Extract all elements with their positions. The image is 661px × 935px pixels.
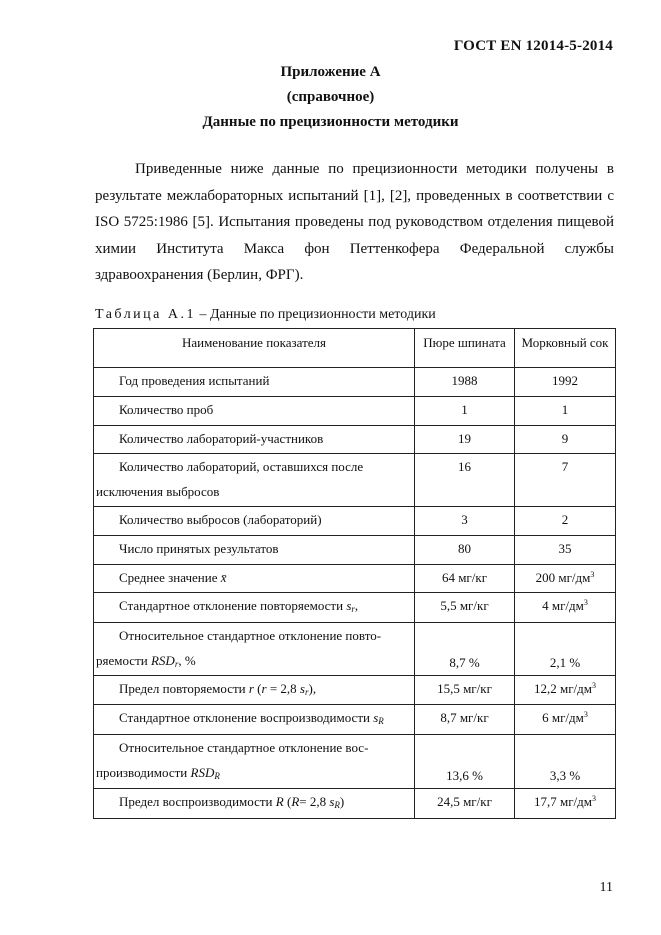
page-number: 11 [599, 880, 613, 895]
row-value-carrot: 35 [515, 536, 616, 565]
table-row [94, 397, 616, 426]
row-name: Относительное стандартное отклонение вос- производимости $RSD_R$ [94, 735, 415, 789]
row-value-carrot: 6 $мг/дм^3$ [515, 705, 616, 735]
appendix-type: (справочное) [286, 89, 375, 105]
row-name: Количество выбросов (лабораторий) [94, 507, 415, 536]
row-value-carrot: 7 [515, 454, 616, 507]
table-row [94, 676, 616, 705]
table-row [94, 735, 616, 789]
table-row [94, 507, 616, 536]
row-value-spinach: 13,6 % [415, 735, 515, 789]
header-carrot: Морковный сок [515, 329, 616, 368]
table-row [94, 623, 616, 676]
row-value-carrot: 1992 [515, 368, 616, 397]
row-value-spinach: 8,7 мг/кг [415, 705, 515, 735]
table-row [94, 705, 616, 735]
row-value-carrot: 2 [515, 507, 616, 536]
row-name: Среднее значение x̄ [94, 565, 415, 593]
row-value-spinach: 80 [415, 536, 515, 565]
row-name: Количество лабораторий, оставшихся после исключения выбросов [94, 454, 415, 507]
precision-table [93, 328, 616, 819]
row-value-carrot: 4 $мг/дм^3$ [515, 593, 616, 623]
row-value-spinach: 16 [415, 454, 515, 507]
row-name: Стандартное отклонение повторяемости $s_r$, [94, 593, 415, 623]
table-caption-text: – Данные по прецизионности методики [196, 307, 436, 322]
intro-paragraph-text: Приведенные ниже данные по прецизионности методики получены в результате межлабораторных испытаний [1], [2], проведенных в соответствии с ISO 5725:1986 [5]. Испытания проведены под руководством отделения пищевой химии Института Макса фон Петтенкофера Федеральной службы здравоохранения (Берлин, ФРГ). [95, 161, 614, 283]
table-row [94, 593, 616, 623]
row-value-spinach: 1 [415, 397, 515, 426]
row-name: Число принятых результатов [94, 536, 415, 565]
row-value-carrot: 200 $мг/дм^3$ [515, 565, 616, 593]
row-value-carrot: 1 [515, 397, 616, 426]
table-row [94, 454, 616, 507]
row-value-spinach: 64 мг/кг [415, 565, 515, 593]
row-value-spinach: 19 [415, 426, 515, 454]
row-value-carrot: 2,1 % [515, 623, 616, 676]
appendix-title: Приложение А [280, 64, 381, 80]
row-value-spinach: 3 [415, 507, 515, 536]
table-row [94, 368, 616, 397]
table-row [94, 536, 616, 565]
row-value-carrot: 3,3 % [515, 735, 616, 789]
row-value-carrot: 17,7 $мг/дм^3$ [515, 789, 616, 819]
row-value-carrot: 12,2 $мг/дм^3$ [515, 676, 616, 705]
table-header-row [94, 329, 616, 368]
row-name: Стандартное отклонение воспроизводимости $s_R$ [94, 705, 415, 735]
row-value-carrot: 9 [515, 426, 616, 454]
header-name: Наименование показателя [94, 329, 415, 368]
appendix-subject: Данные по прецизионности методики [202, 114, 459, 130]
row-value-spinach: 8,7 % [415, 623, 515, 676]
row-name: Количество лабораторий-участников [94, 426, 415, 454]
row-value-spinach: 1988 [415, 368, 515, 397]
row-value-spinach: 5,5 мг/кг [415, 593, 515, 623]
table-row [94, 789, 616, 819]
row-value-spinach: 24,5 мг/кг [415, 789, 515, 819]
row-name: Количество проб [94, 397, 415, 426]
header-spinach: Пюре шпината [415, 329, 515, 368]
mean-symbol: x̄ [220, 570, 227, 585]
table-row [94, 565, 616, 593]
table-row [94, 426, 616, 454]
table-caption [95, 307, 436, 323]
row-name: Относительное стандартное отклонение повто- ряемости $RSD_r$, % [94, 623, 415, 676]
row-name: Год проведения испытаний [94, 368, 415, 397]
table-caption-label: Таблица А.1 [95, 307, 196, 322]
intro-paragraph [95, 156, 614, 289]
row-name: Предел воспроизводимости R (R= 2,8 $s_R$) [94, 789, 415, 819]
document-code: ГОСТ EN 12014-5-2014 [453, 38, 613, 54]
row-name: Предел повторяемости r (r = 2,8 $s_r$), [94, 676, 415, 705]
row-value-spinach: 15,5 мг/кг [415, 676, 515, 705]
